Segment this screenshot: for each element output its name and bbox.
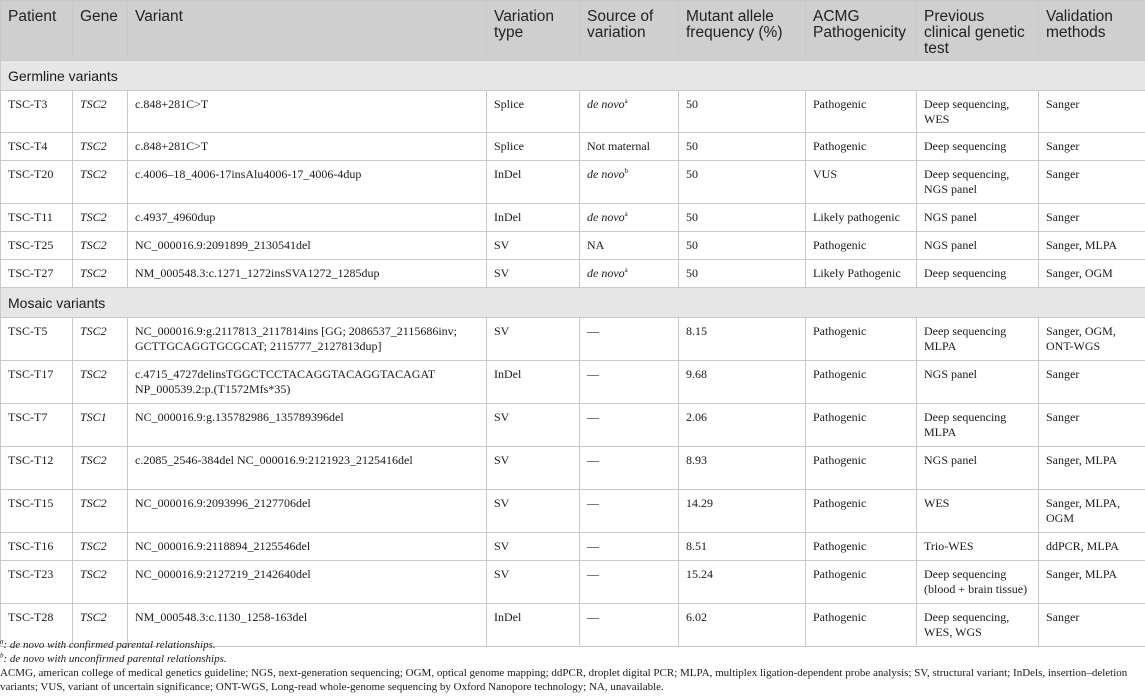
- table-row: [1, 490, 1145, 533]
- cell-variation-type: SV: [487, 318, 580, 361]
- cell-acmg: Pathogenic: [806, 318, 917, 361]
- table-row: [1, 161, 1145, 204]
- cell-variant: NC_000016.9:g.135782986_135789396del: [128, 404, 487, 447]
- header-previous-clinical-test: Previous clinical genetic test: [917, 1, 1039, 61]
- source-text: Not maternal: [587, 139, 650, 153]
- cell-acmg: Pathogenic: [806, 533, 917, 561]
- header-variation-type: Variation type: [487, 1, 580, 61]
- cell-patient: TSC-T4: [1, 133, 73, 161]
- cell-acmg: VUS: [806, 161, 917, 204]
- source-text: de novo: [587, 210, 625, 224]
- cell-variant: c.4937_4960dup: [128, 204, 487, 232]
- header-mutant-allele-frequency: Mutant allele frequency (%): [679, 1, 806, 61]
- cell-validation: Sanger, OGM: [1039, 260, 1145, 288]
- footnote-mark: a: [624, 210, 628, 218]
- cell-variation-type: InDel: [487, 161, 580, 204]
- cell-gene: TSC2: [73, 561, 128, 604]
- cell-gene: TSC2: [73, 204, 128, 232]
- cell-allele-frequency: 2.06: [679, 404, 806, 447]
- footnote-mark: a: [0, 637, 4, 646]
- cell-clinical-test: Deep sequencing MLPA: [917, 404, 1039, 447]
- source-text: —: [587, 410, 599, 424]
- cell-validation: Sanger: [1039, 361, 1145, 404]
- cell-acmg: Pathogenic: [806, 404, 917, 447]
- table-row: [1, 260, 1145, 288]
- cell-gene: TSC2: [73, 490, 128, 533]
- header-row: [1, 1, 1145, 61]
- cell-clinical-test: Deep sequencing: [917, 260, 1039, 288]
- cell-gene: TSC2: [73, 91, 128, 133]
- cell-validation: Sanger, MLPA: [1039, 561, 1145, 604]
- header-gene: Gene: [73, 1, 128, 61]
- cell-allele-frequency: 50: [679, 232, 806, 260]
- footnote-a: [0, 638, 1145, 652]
- source-text: —: [587, 610, 599, 624]
- cell-gene: TSC2: [73, 232, 128, 260]
- cell-validation: Sanger: [1039, 161, 1145, 204]
- cell-acmg: Pathogenic: [806, 361, 917, 404]
- cell-allele-frequency: 50: [679, 91, 806, 133]
- cell-variant: NC_000016.9:2093996_2127706del: [128, 490, 487, 533]
- cell-source: [580, 133, 679, 161]
- cell-patient: TSC-T12: [1, 447, 73, 490]
- cell-acmg: Likely pathogenic: [806, 204, 917, 232]
- table-row: [1, 91, 1145, 133]
- cell-variant: c.848+281C>T: [128, 133, 487, 161]
- cell-validation: Sanger: [1039, 604, 1145, 647]
- footnote-mark: b: [624, 167, 629, 175]
- cell-variant: NC_000016.9:2118894_2125546del: [128, 533, 487, 561]
- section-row: [1, 61, 1145, 91]
- cell-patient: TSC-T11: [1, 204, 73, 232]
- cell-variation-type: SV: [487, 404, 580, 447]
- table-footer: [0, 638, 1145, 694]
- cell-gene: TSC2: [73, 533, 128, 561]
- cell-variation-type: Splice: [487, 91, 580, 133]
- section-title: Germline variants: [1, 61, 1145, 91]
- cell-acmg: Pathogenic: [806, 232, 917, 260]
- cell-variation-type: InDel: [487, 204, 580, 232]
- cell-validation: Sanger: [1039, 404, 1145, 447]
- cell-variant: NM_000548.3:c.1130_1258-163del: [128, 604, 487, 647]
- cell-acmg: Likely Pathogenic: [806, 260, 917, 288]
- cell-clinical-test: Deep sequencing MLPA: [917, 318, 1039, 361]
- cell-allele-frequency: 8.15: [679, 318, 806, 361]
- table-body: [1, 61, 1145, 647]
- cell-clinical-test: Deep sequencing, WES: [917, 91, 1039, 133]
- header-acmg-pathogenicity: ACMG Pathogenicity: [806, 1, 917, 61]
- cell-variation-type: SV: [487, 490, 580, 533]
- table-row: [1, 318, 1145, 361]
- cell-variation-type: SV: [487, 561, 580, 604]
- cell-validation: Sanger: [1039, 204, 1145, 232]
- cell-variation-type: InDel: [487, 361, 580, 404]
- cell-validation: Sanger, OGM, ONT-WGS: [1039, 318, 1145, 361]
- cell-source: [580, 91, 679, 133]
- footnote-b: [0, 652, 1145, 666]
- table-row: [1, 447, 1145, 490]
- cell-source: [580, 232, 679, 260]
- footnote-mark: a: [624, 97, 628, 105]
- section-title: Mosaic variants: [1, 288, 1145, 318]
- cell-acmg: Pathogenic: [806, 604, 917, 647]
- source-text: —: [587, 324, 599, 338]
- cell-gene: TSC2: [73, 604, 128, 647]
- footnote-mark: b: [0, 651, 4, 660]
- cell-variation-type: SV: [487, 533, 580, 561]
- cell-variant: c.4715_4727delinsTGGCTCCTACAGGTACAGGTACAGAT NP_000539.2:p.(T1572Mfs*35): [128, 361, 487, 404]
- footnote-text: : de novo with confirmed parental relationships.: [3, 639, 216, 651]
- source-text: NA: [587, 238, 605, 252]
- cell-patient: TSC-T20: [1, 161, 73, 204]
- cell-patient: TSC-T27: [1, 260, 73, 288]
- cell-allele-frequency: 6.02: [679, 604, 806, 647]
- cell-allele-frequency: 9.68: [679, 361, 806, 404]
- cell-clinical-test: NGS panel: [917, 447, 1039, 490]
- footnote-mark: a: [624, 266, 628, 274]
- cell-clinical-test: NGS panel: [917, 232, 1039, 260]
- cell-clinical-test: Deep sequencing, NGS panel: [917, 161, 1039, 204]
- table-row: [1, 204, 1145, 232]
- cell-source: [580, 318, 679, 361]
- source-text: —: [587, 539, 599, 553]
- cell-clinical-test: Deep sequencing (blood + brain tissue): [917, 561, 1039, 604]
- cell-source: [580, 533, 679, 561]
- cell-clinical-test: WES: [917, 490, 1039, 533]
- cell-acmg: Pathogenic: [806, 490, 917, 533]
- cell-acmg: Pathogenic: [806, 91, 917, 133]
- cell-variation-type: SV: [487, 232, 580, 260]
- cell-variant: c.2085_2546-384del NC_000016.9:2121923_2125416del: [128, 447, 487, 490]
- cell-allele-frequency: 50: [679, 161, 806, 204]
- cell-source: [580, 404, 679, 447]
- table-row: [1, 533, 1145, 561]
- source-text: —: [587, 367, 599, 381]
- cell-validation: Sanger, MLPA: [1039, 232, 1145, 260]
- cell-variation-type: InDel: [487, 604, 580, 647]
- cell-variation-type: Splice: [487, 133, 580, 161]
- cell-source: [580, 490, 679, 533]
- cell-gene: TSC1: [73, 404, 128, 447]
- cell-patient: TSC-T28: [1, 604, 73, 647]
- cell-gene: TSC2: [73, 447, 128, 490]
- cell-source: [580, 260, 679, 288]
- header-validation-methods: Validation methods: [1039, 1, 1145, 61]
- source-text: —: [587, 453, 599, 467]
- cell-acmg: Pathogenic: [806, 561, 917, 604]
- header-patient: Patient: [1, 1, 73, 61]
- cell-allele-frequency: 15.24: [679, 561, 806, 604]
- cell-variant: NC_000016.9:2127219_2142640del: [128, 561, 487, 604]
- cell-patient: TSC-T3: [1, 91, 73, 133]
- table-row: [1, 133, 1145, 161]
- cell-patient: TSC-T15: [1, 490, 73, 533]
- cell-variant: NM_000548.3:c.1271_1272insSVA1272_1285dup: [128, 260, 487, 288]
- source-text: de novo: [587, 97, 625, 111]
- cell-validation: ddPCR, MLPA: [1039, 533, 1145, 561]
- cell-source: [580, 361, 679, 404]
- cell-allele-frequency: 14.29: [679, 490, 806, 533]
- cell-validation: Sanger, MLPA, OGM: [1039, 490, 1145, 533]
- source-text: de novo: [587, 266, 625, 280]
- cell-gene: TSC2: [73, 361, 128, 404]
- source-text: de novo: [587, 167, 625, 181]
- cell-source: [580, 161, 679, 204]
- section-row: [1, 288, 1145, 318]
- cell-gene: TSC2: [73, 318, 128, 361]
- footnote-text: : de novo with unconfirmed parental relationships.: [3, 653, 227, 665]
- header-variant: Variant: [128, 1, 487, 61]
- cell-variation-type: SV: [487, 447, 580, 490]
- cell-allele-frequency: 50: [679, 204, 806, 232]
- cell-variation-type: SV: [487, 260, 580, 288]
- cell-validation: Sanger: [1039, 133, 1145, 161]
- cell-clinical-test: NGS panel: [917, 204, 1039, 232]
- cell-patient: TSC-T23: [1, 561, 73, 604]
- cell-acmg: Pathogenic: [806, 133, 917, 161]
- cell-variant: NC_000016.9:g.2117813_2117814ins [GG; 2086537_2115686inv; GCTTGCAGGTGCGCAT; 2115777_2127813dup]: [128, 318, 487, 361]
- cell-patient: TSC-T16: [1, 533, 73, 561]
- cell-gene: TSC2: [73, 260, 128, 288]
- cell-source: [580, 204, 679, 232]
- cell-variant: c.4006–18_4006-17insAlu4006-17_4006-4dup: [128, 161, 487, 204]
- cell-clinical-test: Trio-WES: [917, 533, 1039, 561]
- cell-clinical-test: Deep sequencing: [917, 133, 1039, 161]
- table-row: [1, 404, 1145, 447]
- source-text: —: [587, 567, 599, 581]
- source-text: —: [587, 496, 599, 510]
- cell-clinical-test: Deep sequencing, WES, WGS: [917, 604, 1039, 647]
- cell-allele-frequency: 50: [679, 133, 806, 161]
- cell-patient: TSC-T17: [1, 361, 73, 404]
- cell-gene: TSC2: [73, 133, 128, 161]
- cell-variant: NC_000016.9:2091899_2130541del: [128, 232, 487, 260]
- cell-variant: c.848+281C>T: [128, 91, 487, 133]
- cell-allele-frequency: 50: [679, 260, 806, 288]
- cell-validation: Sanger: [1039, 91, 1145, 133]
- cell-clinical-test: NGS panel: [917, 361, 1039, 404]
- cell-patient: TSC-T25: [1, 232, 73, 260]
- header-source-of-variation: Source of variation: [580, 1, 679, 61]
- abbreviations-note: ACMG, american college of medical genetics guideline; NGS, next-generation sequencing; OGM, optical genome mapping; ddPCR, droplet digital PCR; MLPA, multiplex ligation-dependent probe analysis; SV, structural variant; InDels, insertion–deletion variants; VUS, variant of uncertain significance; ONT-WGS, Long-read whole-genome sequencing by Oxford Nanopore technology; NA, unavailable.: [0, 667, 1128, 693]
- cell-source: [580, 447, 679, 490]
- cell-allele-frequency: 8.93: [679, 447, 806, 490]
- cell-source: [580, 561, 679, 604]
- cell-validation: Sanger, MLPA: [1039, 447, 1145, 490]
- table-row: [1, 361, 1145, 404]
- cell-allele-frequency: 8.51: [679, 533, 806, 561]
- table-row: [1, 561, 1145, 604]
- table-row: [1, 232, 1145, 260]
- cell-gene: TSC2: [73, 161, 128, 204]
- cell-patient: TSC-T7: [1, 404, 73, 447]
- cell-patient: TSC-T5: [1, 318, 73, 361]
- cell-acmg: Pathogenic: [806, 447, 917, 490]
